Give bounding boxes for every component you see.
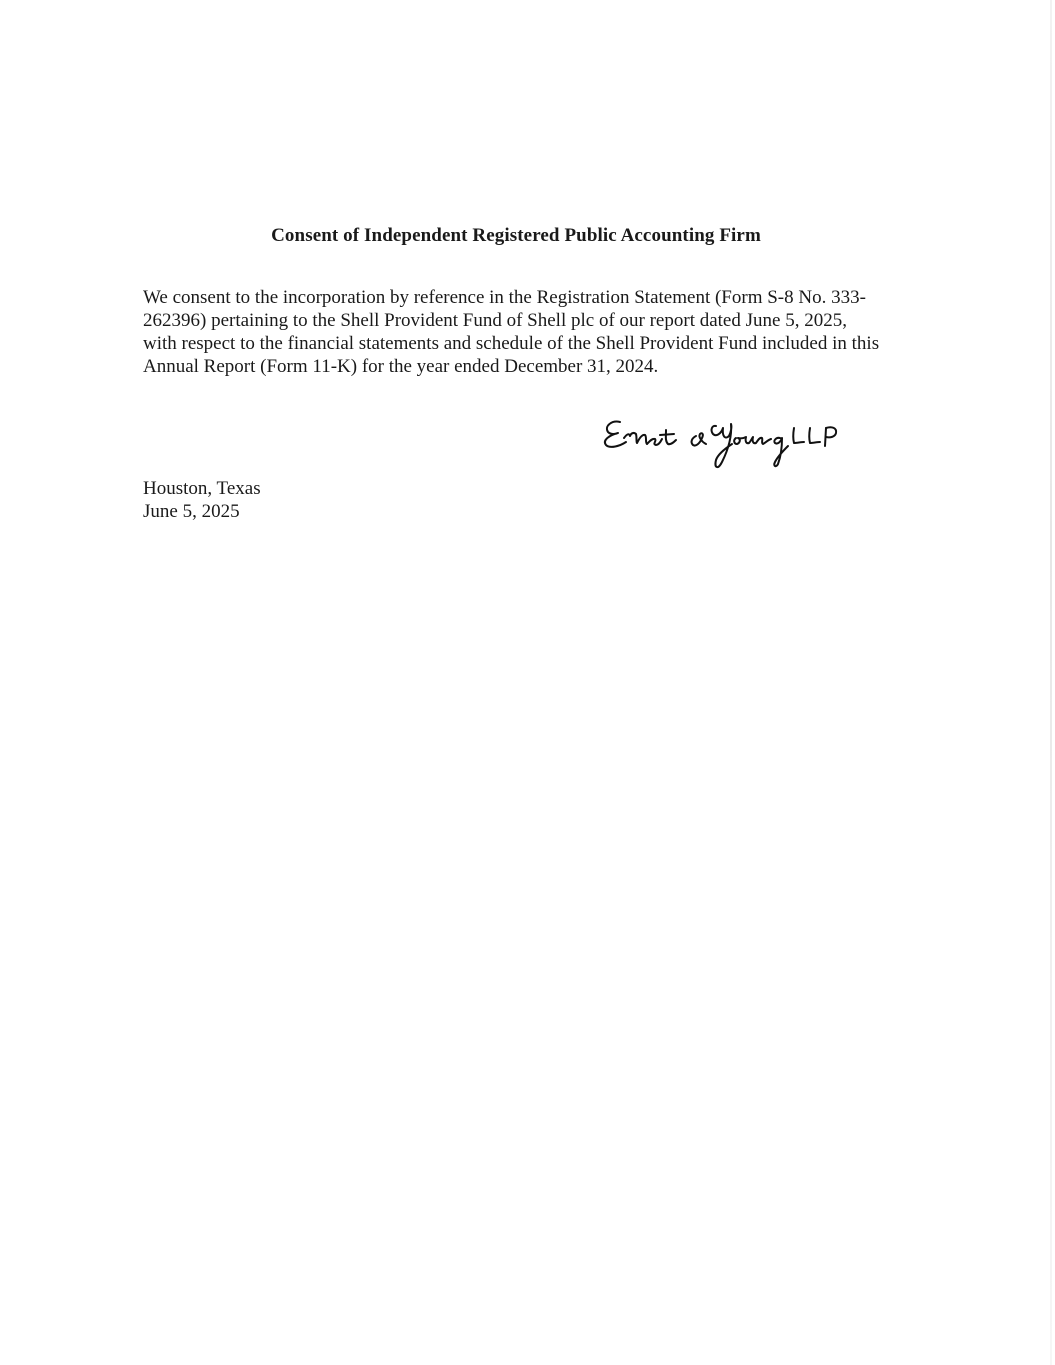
consent-paragraph	[143, 286, 913, 378]
paragraph-line: Annual Report (Form 11-K) for the year ended December 31, 2024.	[143, 356, 659, 377]
location-text: Houston, Texas	[143, 478, 261, 499]
date-text: June 5, 2025	[143, 501, 240, 522]
firm-signature	[598, 408, 848, 476]
signature-place-date	[143, 477, 261, 523]
handwritten-signature-icon	[598, 408, 848, 476]
document-title: Consent of Independent Registered Public Accounting Firm	[271, 225, 761, 246]
scan-edge-shadow	[1050, 0, 1052, 1365]
paragraph-line: We consent to the incorporation by reference in the Registration Statement (Form S-8 No. 333-	[143, 287, 866, 308]
paragraph-line: with respect to the financial statements and schedule of the Shell Provident Fund included in this	[143, 333, 880, 354]
paragraph-line: 262396) pertaining to the Shell Provident Fund of Shell plc of our report dated June 5, 2025,	[143, 310, 847, 331]
